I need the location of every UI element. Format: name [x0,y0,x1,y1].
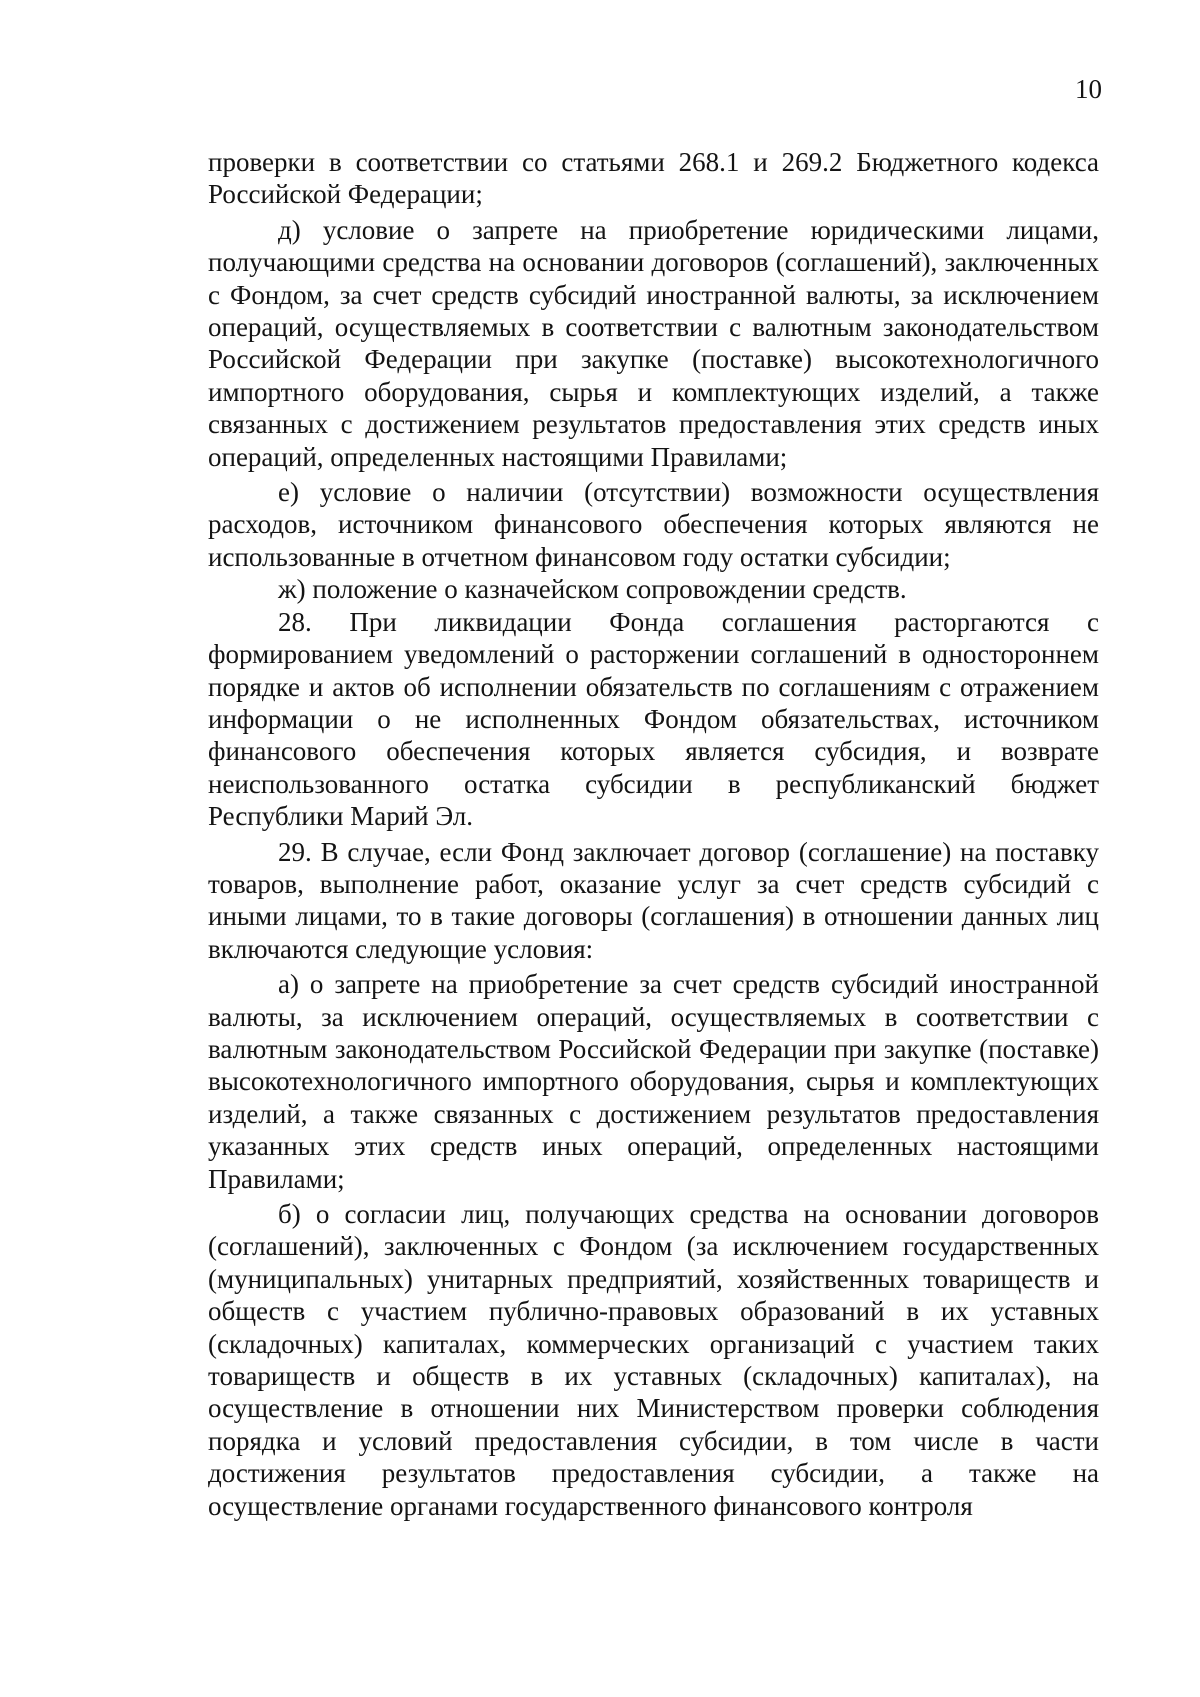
paragraph-item-zh: ж) положение о казначейском сопровождении средств. [278,574,907,605]
paragraph-clause-29: 29. В случае, если Фонд заключает договор (соглашение) на поставку товаров, выполнение работ, оказание услуг за счет средств субсидий с иными лицами, то в такие договоры (соглашения) в отношении данных лиц включаются следующие условия: [208,836,1099,964]
paragraph-clause-28: 28. При ликвидации Фонда соглашения расторгаются с формированием уведомлений о расторжении соглашений в одностороннем порядке и актов об исполнении обязательств по соглашениям с отражением информации о не исполненных Фондом обязательствах, источником финансового обеспечения которых является субсидия, и возврате неиспользованного остатка субсидии в республиканский бюджет Республики Марий Эл. [208,606,1099,832]
paragraph-item-d: д) условие о запрете на приобретение юридическими лицами, получающими средства на основании договоров (соглашений), заключенных с Фондом, за счет средств субсидий иностранной валюты, за исключением операций, осуществляемых в соответствии с валютным законодательством Российской Федерации при закупке (поставке) высокотехнологичного импортного оборудования, сырья и комплектующих изделий, а также связанных с достижением результатов предоставления этих средств иных операций, определенных настоящими Правилами; [208,214,1099,472]
paragraph-continuation: проверки в соответствии со статьями 268.1 и 269.2 Бюджетного кодекса Российской Федерации; [208,147,1099,210]
paragraph-item-b: б) о согласии лиц, получающих средства на основании договоров (соглашений), заключенных с Фондом (за исключением государственных (муниципальных) унитарных предприятий, хозяйственных товариществ и обществ с участием публично-правовых образований в их уставных (складочных) капиталах, коммерческих организаций с участием таких товариществ и обществ в их уставных (складочных) капиталах), на осуществление в отношении них Министерством проверки соблюдения порядка и условий предоставления субсидии, в том числе в части достижения результатов предоставления субсидии, а также на осуществление органами государственного финансового контроля [208,1199,1099,1521]
document-body [208,146,1099,1522]
page-number: 10 [1075,74,1102,104]
paragraph-item-a: а) о запрете на приобретение за счет средств субсидий иностранной валюты, за исключением операций, осуществляемых в соответствии с валютным законодательством Российской Федерации при закупке (поставке) высокотехнологичного импортного оборудования, сырья и комплектующих изделий, а также связанных с достижением результатов предоставления указанных этих средств иных операций, определенных настоящими Правилами; [208,969,1099,1194]
paragraph-item-e: е) условие о наличии (отсутствии) возможности осуществления расходов, источником финансового обеспечения которых являются не использованные в отчетном финансовом году остатки субсидии; [208,477,1099,572]
